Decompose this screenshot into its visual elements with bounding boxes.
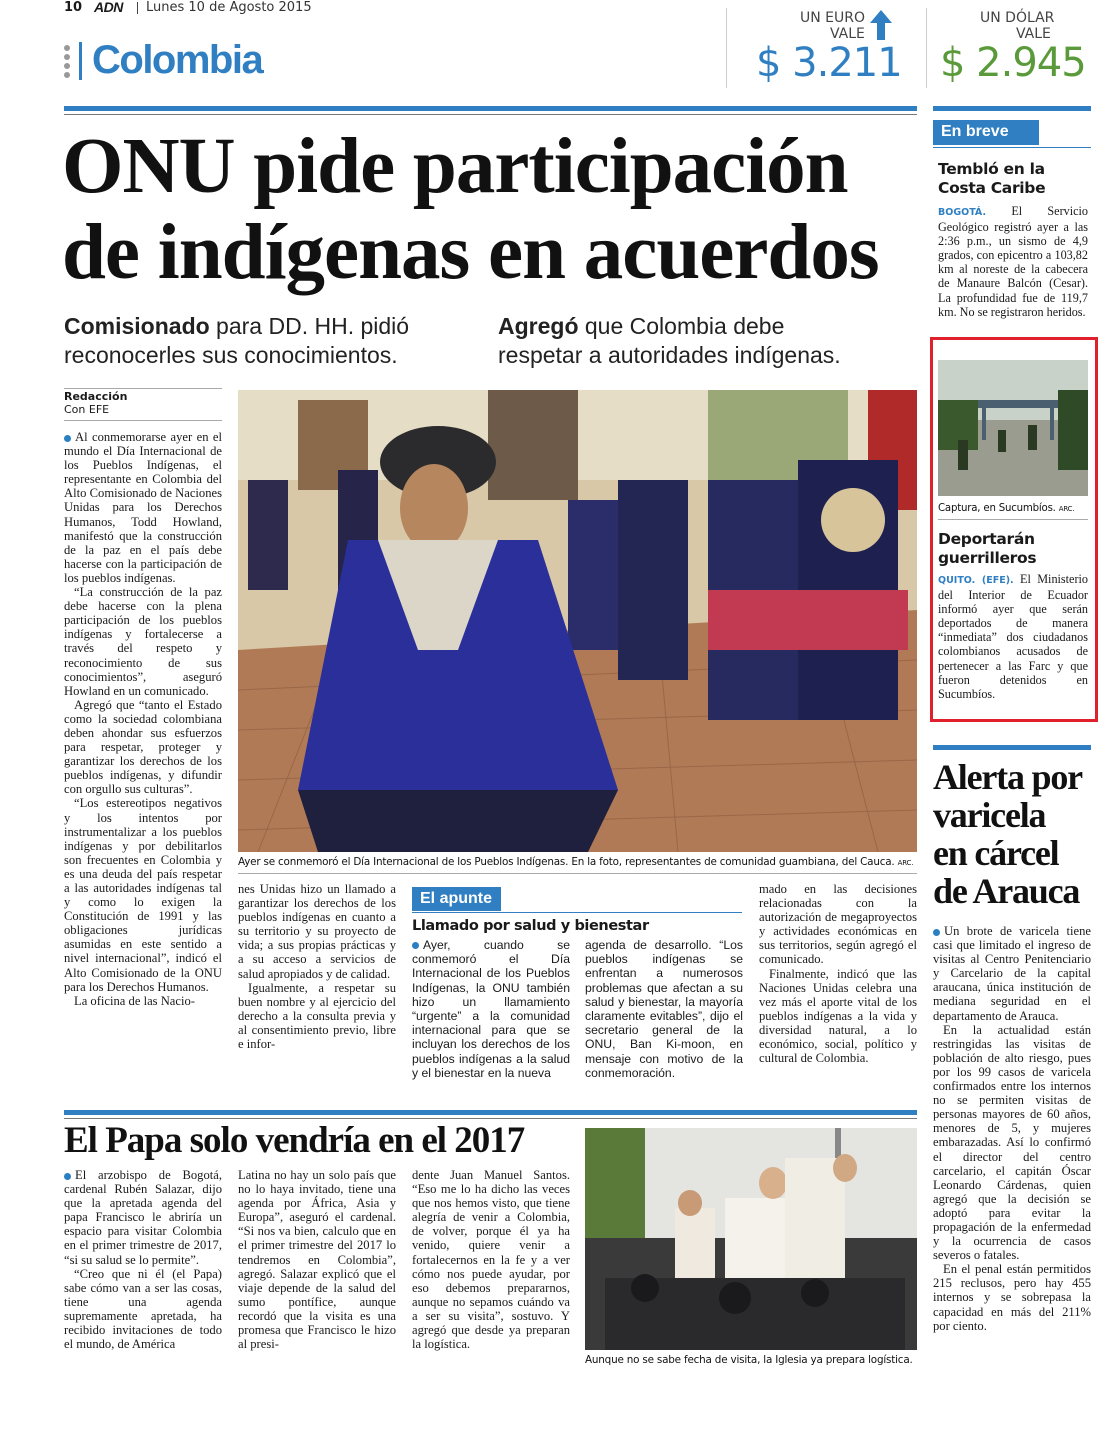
brief-item2-text: El Ministerio del Interior de Ecuador informó ayer que serán deportados de manera “inmediata” dos ciudadanos colombianos acusados de pertenecer a las Farc y que fueron detenidos en Sucumbíos. [938,572,1088,701]
apunte-col-b [585,938,743,1080]
papa-column-1 [64,1168,222,1351]
main-top-rule [64,106,917,111]
papa-top-thin-rule [64,1118,917,1119]
main-column-2 [238,882,396,1051]
brief-photo-caption-text: Captura, en Sucumbíos. [938,503,1056,514]
brief-item2-title-2: guerrilleros [938,549,1037,567]
dollar-value: $ 2.945 [940,40,1086,86]
brief-photo-caption [938,503,1074,514]
bullet-icon [64,1173,71,1180]
brief-photo [938,360,1088,496]
varicela-headline-4: de Arauca [933,871,1080,911]
main-column-1 [64,430,222,1008]
main-col2-p1: nes Unidas hizo un llamado a garantizar los derechos de los pueblos indígenas en cuanto a su territorio y su proyecto de vida; a sus propias prácticas y a su acceso a servicios de salud apropiados y de calidad. [238,882,396,981]
brief-label-box [933,120,1091,148]
varicela-headline [933,758,1082,910]
byline-bottom-rule [64,420,222,421]
brief-photo-rule [938,519,1088,520]
main-photo [238,390,917,852]
brief-item1-text: El Servicio Geológico registró ayer a las 2:36 p.m., un sismo de 4,9 grados, con epicentro a 103,82 km al noreste de la cabecera de Manaure Balcón (Cesar). La profundidad fue de 119,7 km. No se registraron heridos. [938,204,1088,319]
section-dots [64,45,70,78]
brief-item2-dateline: QUITO. (EFE). [938,575,1014,586]
brief-item1-title-1: Tembló en la [938,160,1045,178]
deck-right-bold: Agregó [498,313,579,339]
apunte-text-a: Ayer, cuando se conmemoró el Día Internacional de los Pueblos Indígenas, la ONU también hizo un llamamiento “urgente” a la comunidad internacional para que se incluyan los derechos de los pueblos indígenas a la salud y el bienestar en la nueva [412,938,570,1080]
section-title: Colombia [92,38,263,82]
masthead-divider [137,2,138,14]
euro-label-vale: VALE [830,26,865,42]
byline-sub: Con EFE [64,403,110,416]
bullet-icon [412,942,419,949]
papa-top-rule [64,1110,917,1115]
brief-top-rule [933,106,1091,111]
issue-date: Lunes 10 de Agosto 2015 [146,0,312,15]
brief-label: En breve [933,120,1039,145]
deck-right-rest-2: respetar a autoridades indígenas. [498,342,841,368]
brief-photo-credit: ARC. [1058,505,1075,513]
dollar-label-vale: VALE [1016,26,1051,42]
apunte-label: El apunte [412,887,501,911]
deck-right [498,312,918,370]
main-photo-caption-rule [238,873,917,874]
main-col4-p2: Finalmente, indicó que las Naciones Unidas celebra una vez más el aporte vital de los pueblos indígenas a la vida y diversidad natural, a lo económico, social, político y cultural de Colombia. [759,966,917,1066]
main-col4-p1: mado en las decisiones relacionadas con la autorización de megaproyectos y actividades económicas en sus territorios, según agregó el comunicado. [759,882,917,967]
up-arrow-icon [870,10,892,40]
papa-photo-caption: Aunque no se sabe fecha de visita, la Iglesia ya prepara logística. [585,1354,913,1366]
bullet-icon [64,435,71,442]
papa-col3-p1: dente Juan Manuel Santos. “Eso me lo ha dicho las veces que nos hemos visto, que tiene alegría de venir a Colombia, de volver, porque él ya ha venido, quiere venir a fortalecernos en la fe y a ver cómo nos puede ayudar, por eso debemos prepararnos, aunque no sepamos cuándo va a ser su visita”, sostuvo. Y agregó que desde ya preparan la logística. [412,1168,570,1352]
main-col1-p2: “La construcción de la paz debe hacerse con la plena participación de los pueblos indígenas y fortalecerse a través del respeto y reconocimiento de sus conocimientos”, aseguró Howland en un comunicado. [64,585,222,698]
brief-item1-title-2: Costa Caribe [938,179,1046,197]
varicela-body [933,924,1091,1333]
byline-rule [64,388,222,389]
varicela-top-rule [933,745,1091,750]
main-col1-p1: Al conmemorarse ayer en el mundo el Día Internacional de los Pueblos Indígenas, el representante en Colombia del Alto Comisionado de Naciones Unidas para los Derechos Humanos, Todd Howland, manifestó que la construcción de la paz en el país debe hacerse con la participación de los pueblos indígenas. [64,430,222,585]
brief-item2-body [938,572,1088,701]
main-photo-credit: ARC. [897,859,914,867]
papa-headline: El Papa solo vendría en el 2017 [64,1120,525,1161]
papa-photo [585,1128,917,1350]
deck-right-rest-1: que Colombia debe [578,313,785,339]
section-bar [79,42,82,80]
brand-logo: ADN [94,0,123,15]
varicela-headline-1: Alerta por [933,757,1082,797]
deck-left-rest-1: para DD. HH. pidió [209,313,410,339]
papa-column-2 [238,1168,396,1351]
varicela-headline-3: en cárcel [933,833,1059,873]
apunte-text-b: agenda de desarrollo. “Los pueblos indígenas se enfrentan a numerosos problemas que afectan a su salud y bienestar, la mayoría claramente evitables”, dijo el secretario general de la ONU, Ban Ki-moon, en mensaje con motivo de la conmemoración. [585,938,743,1080]
main-col1-p3: Agregó que “tanto el Estado como la sociedad colombiana deben ahondar sus esfuerzos para respetar, proteger y garantizar los derechos de los pueblos indígenas, y difundir con orgullo sus culturas”. [64,697,222,797]
main-photo-caption-text: Ayer se conmemoró el Día Internacional de los Pueblos Indígenas. En la foto, representantes de comunidad guambiana, del Cauca. [238,856,895,868]
deck-left [64,312,484,370]
varicela-p3: En el penal están permitidos 215 reclusos, pero hay 455 internos y se sobrepasa la capacidad en más del 211% por ciento. [933,1262,1091,1333]
brief-item1-dateline: BOGOTÁ. [938,207,987,218]
euro-value: $ 3.211 [756,40,902,86]
deck-left-bold: Comisionado [64,313,210,339]
varicela-headline-2: varicela [933,795,1046,835]
brief-item1-body [938,204,1088,319]
dollar-box-divider [926,8,927,88]
main-headline-line-2: de indígenas en acuerdos [62,209,879,296]
euro-label: UN EURO [800,10,866,26]
main-photo-caption [238,856,917,868]
deck-left-rest-2: reconocerles sus conocimientos. [64,342,398,368]
main-top-thin-rule [64,114,917,115]
apunte-col-a [412,938,570,1080]
papa-col2-p1: Latina no hay un solo país que no lo haya invitado, tiene una agenda por África, Asia y Europa”, aseguró el cardenal. “Si nos va bien, calculo que en el primer trimestre del 2017 lo tendremos en Colombia”, agregó. Salazar explicó que el viaje depende de la salud del sumo pontífice, aunque recordó que la visita es una promesa que Francisco le hizo al presi- [238,1168,396,1352]
euro-box-divider [726,8,727,88]
papa-col1-p1: El arzobispo de Bogotá, cardenal Rubén Salazar, dijo que la apretada agenda del papa Francisco le abriría un espacio para visitar Colombia en el primer trimestre de 2017, “si su salud se lo permite”. [64,1168,222,1267]
varicela-p2: En la actualidad están restringidas las visitas de población de alto riesgo, pues por los 99 casos de varicela confirmados entre los internos no se permiten visitas de personas mayores de 60 años, menores de 5, y mujeres embarazadas. Así lo confirmó el director del centro carcelario, el capitán Óscar Leonardo Cárdenas, quien agregó que la decisión se adoptó para evitar la propagación de la enfermedad y la ocurrencia de casos severos o fatales. [933,1022,1091,1263]
dollar-label: UN DÓLAR [980,10,1055,26]
page-number: 10 [64,0,83,15]
papa-col1-p2: “Creo que ni él (el Papa) sabe cómo van a ser las cosas, tiene una agenda supremamente apretada, ha recibido invitaciones de todo el mundo, de América [64,1266,222,1352]
main-col2-p2: Igualmente, a respetar su buen nombre y al ejercicio del derecho a la consulta previa y al consentimiento previo, libre e infor- [238,980,396,1052]
apunte-title: Llamado por salud y bienestar [412,918,649,934]
apunte-label-box [412,887,742,913]
papa-column-3 [412,1168,570,1351]
main-headline-line-1: ONU pide participación [62,123,848,210]
main-col1-p5: La oficina de las Nacio- [74,993,195,1008]
brief-item1-title [938,160,1045,198]
main-column-4 [759,882,917,1065]
brief-item2-title [938,530,1036,568]
byline: Redacción [64,390,128,403]
brief-item2-title-1: Deportarán [938,530,1035,548]
bullet-icon [933,929,940,936]
varicela-p1: Un brote de varicela tiene casi que limitado el ingreso de visitas al Centro Penitenciario y Carcelario de la capital araucana, única institución de mediana seguridad en el departamento de Arauca. [933,924,1091,1023]
main-col1-p4: “Los estereotipos negativos y los intentos por instrumentalizar a los pueblos indígenas y por debilitarlos son frecuentes en Colombia y es una deuda del país respetar a las autoridades indígenas tal y como lo exigen la Constitución de 1991 y las obligaciones jurídicas asumidas en este sentido a nivel internacional”, indicó el Alto Comisionado de la ONU para los Derechos Humanos. [64,796,222,994]
